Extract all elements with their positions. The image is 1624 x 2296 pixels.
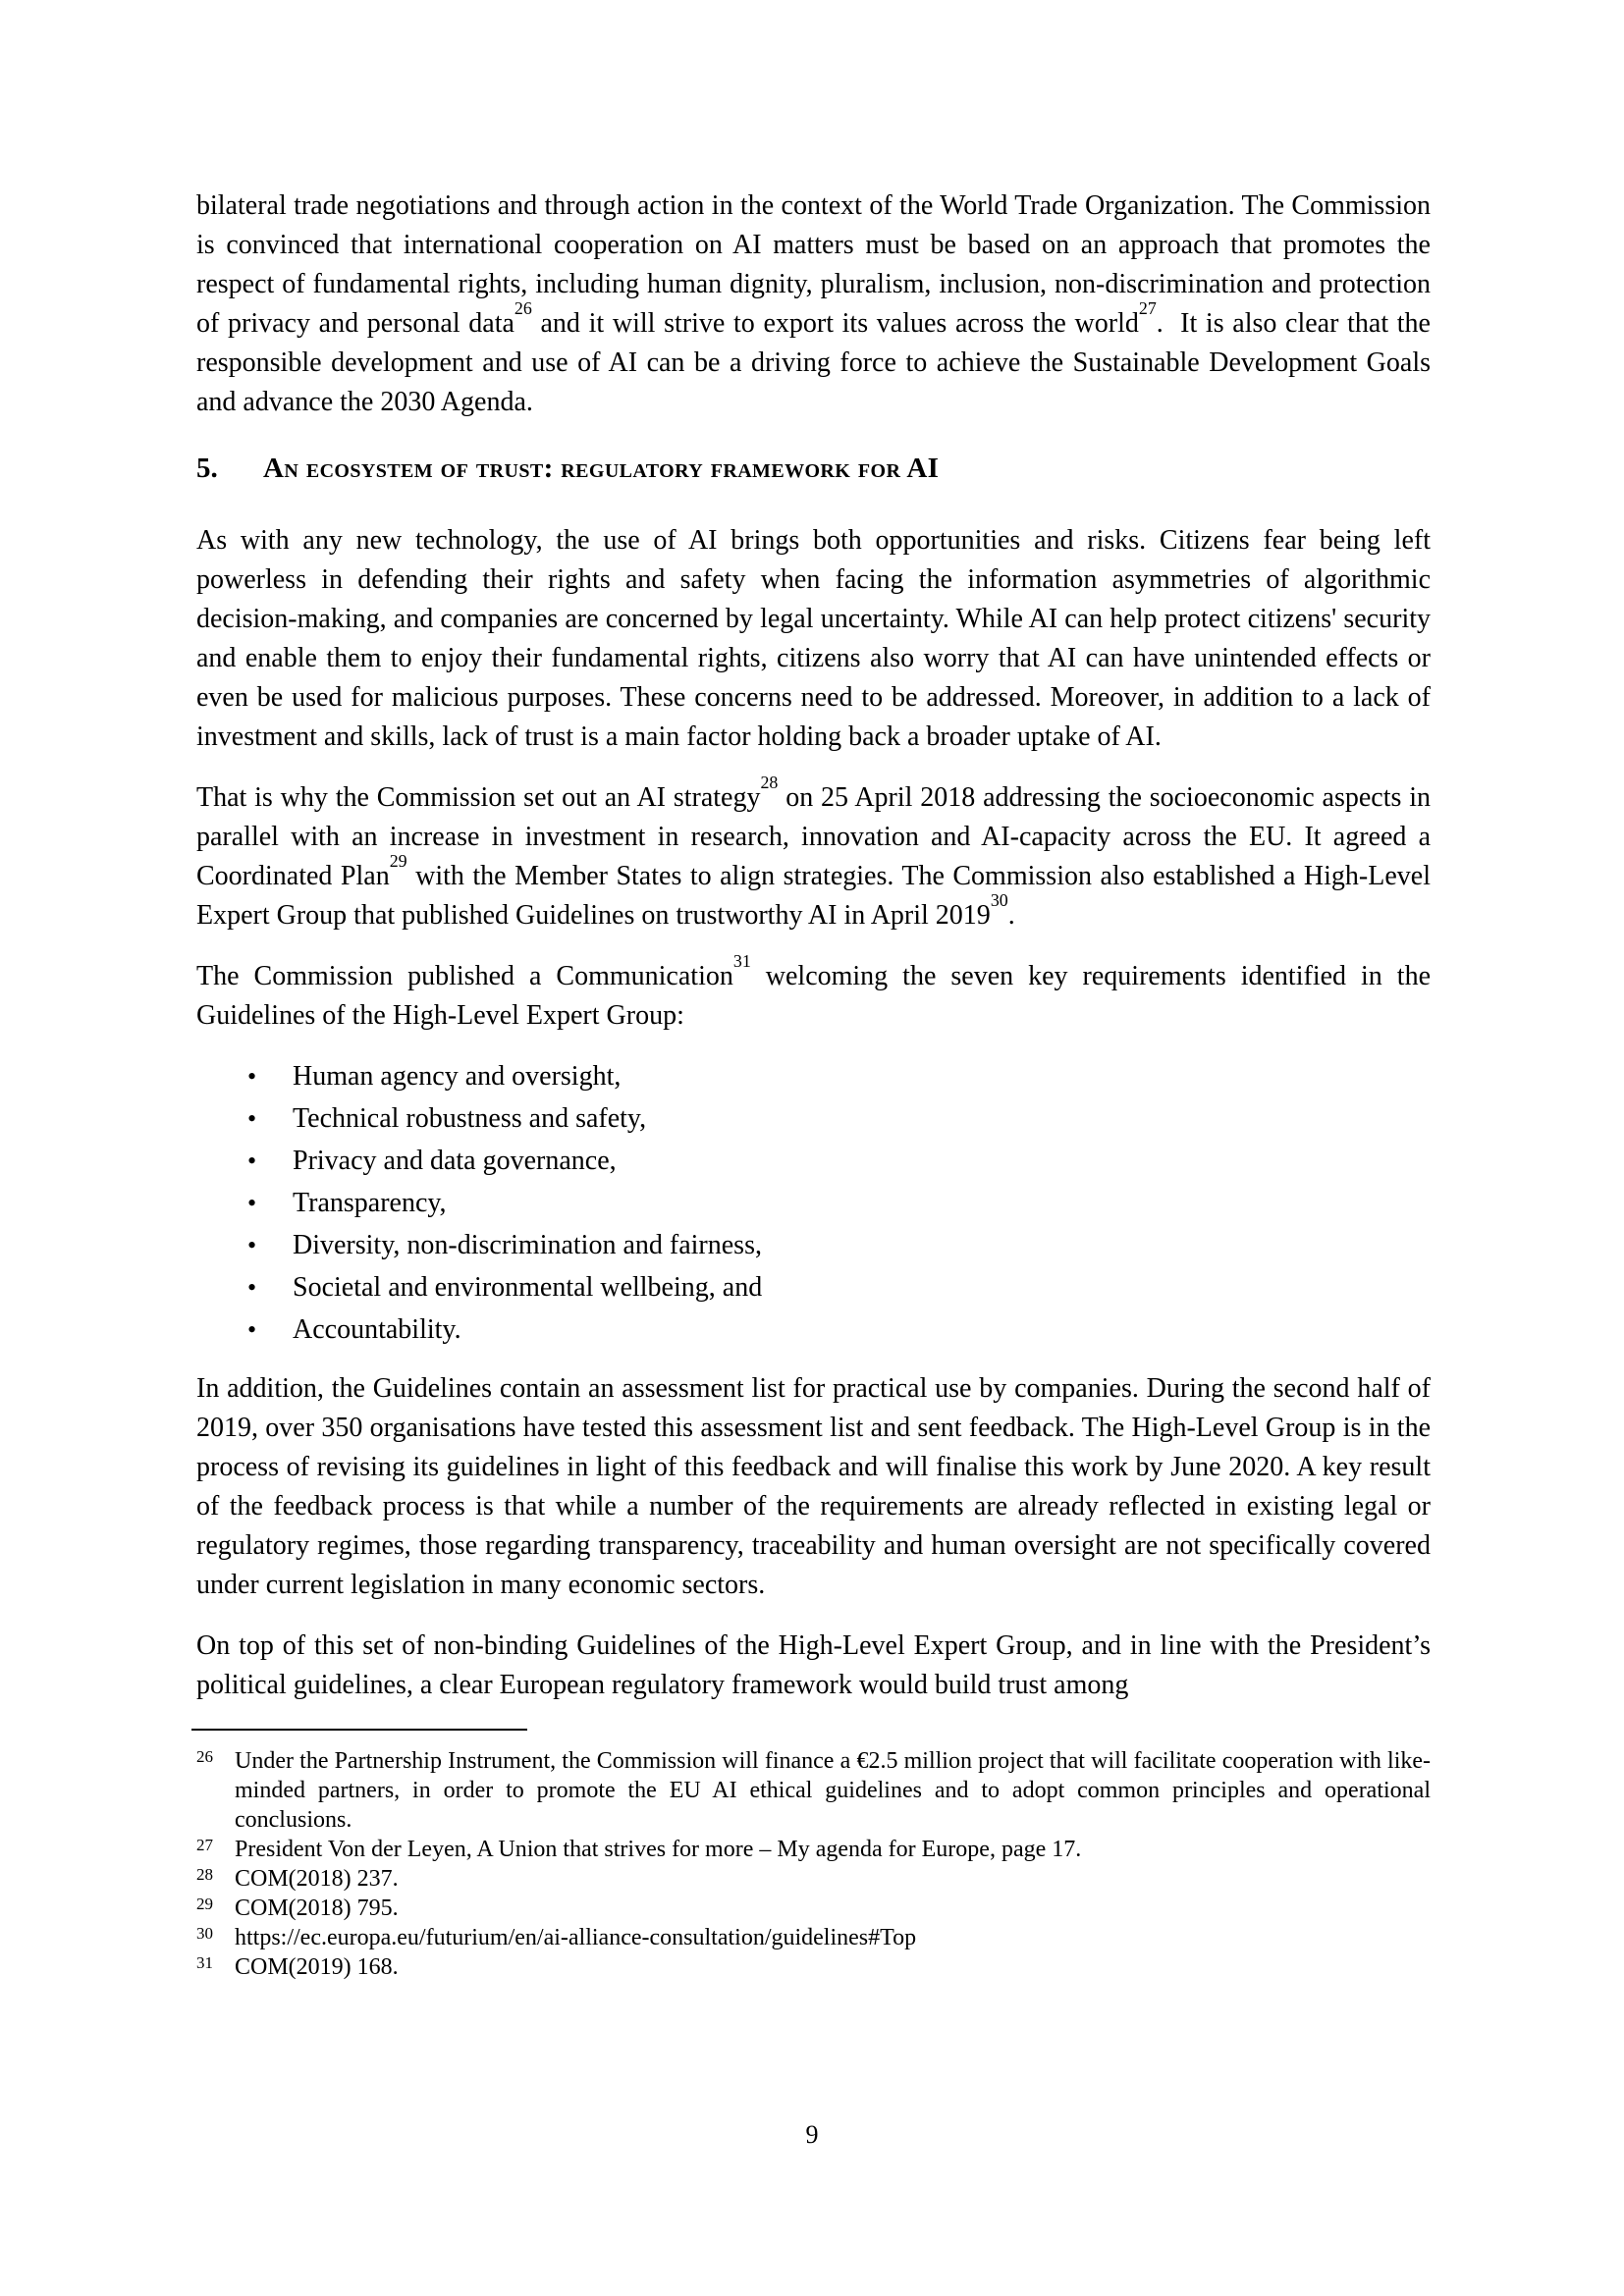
list-item: [196, 1184, 1431, 1223]
footnote: [196, 1894, 1431, 1923]
footnote: [196, 1746, 1431, 1835]
list-item: [196, 1268, 1431, 1308]
list-item: [196, 1310, 1431, 1350]
list-item: [196, 1142, 1431, 1181]
footnote-number: 28: [196, 1865, 213, 1884]
list-item-label: Technical robustness and safety,: [293, 1103, 647, 1134]
bullet-icon: •: [247, 1273, 257, 1302]
paragraph-communication: The Commission published a Communication$^{31}$ welcoming the seven key requirements identified in the Guidelines of the High-Level Expert Group:: [196, 950, 1432, 1031]
footnote-reference: 26: [514, 297, 532, 318]
paragraph-trade-cooperation: bilateral trade negotiations and through action in the context of the World Trade Organization. The Commission is convinced that international cooperation on AI matters must be based on an approach that promotes the respect of fundamental rights, including human dignity, pluralism, inclusion, non-discrimination and protection of privacy and personal data$^{26}$ and it will strive to export its values across the world$^{27}$. It is also clear that the responsible development and use of AI can be a driving force to achieve the Sustainable Development Goals and advance the 2030 Agenda.: [196, 190, 1431, 417]
bullet-icon: •: [247, 1147, 257, 1175]
list-item-label: Societal and environmental wellbeing, and: [293, 1272, 763, 1303]
paragraph-regulatory-framework: On top of this set of non-binding Guidelines of the High-Level Expert Group, and in line with the President’s political guidelines, a clear European regulatory framework would build trust among: [196, 1630, 1431, 1700]
footnote-number: 29: [196, 1895, 213, 1913]
footnote-number: 26: [196, 1747, 213, 1766]
footnote-number: 27: [196, 1836, 213, 1854]
section-title: An ecosystem of trust: regulatory framework for AI: [263, 453, 940, 484]
footnote-text: COM(2019) 168.: [235, 1954, 399, 1980]
list-item-label: Human agency and oversight,: [293, 1061, 622, 1092]
list-item-label: Transparency,: [293, 1188, 447, 1218]
footnote: [196, 1835, 1431, 1864]
bullet-icon: •: [247, 1189, 257, 1217]
key-requirements-list: [196, 1057, 1431, 1350]
footnote-reference: 29: [389, 850, 407, 871]
list-item-label: Diversity, non-discrimination and fairness,: [293, 1230, 762, 1260]
footnote-reference: 27: [1138, 297, 1157, 318]
footnote: [196, 1923, 1431, 1952]
footnote: [196, 1952, 1431, 1982]
footnote-number: 31: [196, 1953, 213, 1972]
footnote-text: Under the Partnership Instrument, the Commission will finance a €2.5 million project that will facilitate cooperation with like-minded partners, in order to promote the EU AI ethical guidelines and to adopt common principles and operational conclusions.: [235, 1748, 1431, 1833]
list-item-label: Accountability.: [293, 1314, 461, 1345]
footnote-text: President Von der Leyen, A Union that strives for more – My agenda for Europe, page 17.: [235, 1837, 1082, 1862]
paragraph-assessment-list: In addition, the Guidelines contain an assessment list for practical use by companies. During the second half of 2019, over 350 organisations have tested this assessment list and sent feedback. The High-Level Group is in the process of revising its guidelines in light of this feedback and will finalise this work by June 2020. A key result of the feedback process is that while a number of the requirements are already reflected in existing legal or regulatory regimes, those regarding transparency, traceability and human oversight are not specifically covered under current legislation in many economic sectors.: [196, 1373, 1431, 1600]
footnote-separator: [191, 1729, 527, 1731]
list-item-label: Privacy and data governance,: [293, 1146, 617, 1176]
bullet-icon: •: [247, 1062, 257, 1091]
list-item: [196, 1226, 1431, 1265]
page-number: 9: [805, 2120, 819, 2149]
footnote-reference: 28: [760, 772, 779, 792]
list-item: [196, 1057, 1431, 1096]
footnote-reference: 30: [990, 889, 1008, 910]
footnote: [196, 1864, 1431, 1894]
footnote-text: COM(2018) 795.: [235, 1896, 399, 1921]
footnotes-section: [196, 1746, 1431, 1982]
section-number: 5.: [196, 453, 218, 484]
footnote-url[interactable]: https://ec.europa.eu/futurium/en/ai-alliance-consultation/guidelines#Top: [235, 1925, 917, 1950]
footnote-text: COM(2018) 237.: [235, 1866, 399, 1892]
bullet-icon: •: [247, 1315, 257, 1344]
bullet-icon: •: [247, 1104, 257, 1133]
section-heading: [196, 448, 1431, 489]
paragraph-opportunities-risks: As with any new technology, the use of AI brings both opportunities and risks. Citizens fear being left powerless in defending their rights and safety when facing the information asymmetries of algorithmic decision-making, and companies are concerned by legal uncertainty. While AI can help protect citizens' security and enable them to enjoy their fundamental rights, citizens also worry that AI can have unintended effects or even be used for malicious purposes. These concerns need to be addressed. Moreover, in addition to a lack of investment and skills, lack of trust is a main factor holding back a broader uptake of AI.: [196, 525, 1431, 752]
bullet-icon: •: [247, 1231, 257, 1259]
paragraph-ai-strategy: That is why the Commission set out an AI strategy$^{28}$ on 25 April 2018 addressing the socioeconomic aspects in parallel with an increase in investment in research, innovation and AI-capacity across the EU. It agreed a Coordinated Plan$^{29}$ with the Member States to align strategies. The Commission also established a High-Level Expert Group that published Guidelines on trustworthy AI in April 2019$^{30}$.: [196, 772, 1431, 931]
list-item: [196, 1099, 1431, 1139]
footnote-reference: 31: [732, 950, 751, 971]
footnote-number: 30: [196, 1924, 213, 1943]
